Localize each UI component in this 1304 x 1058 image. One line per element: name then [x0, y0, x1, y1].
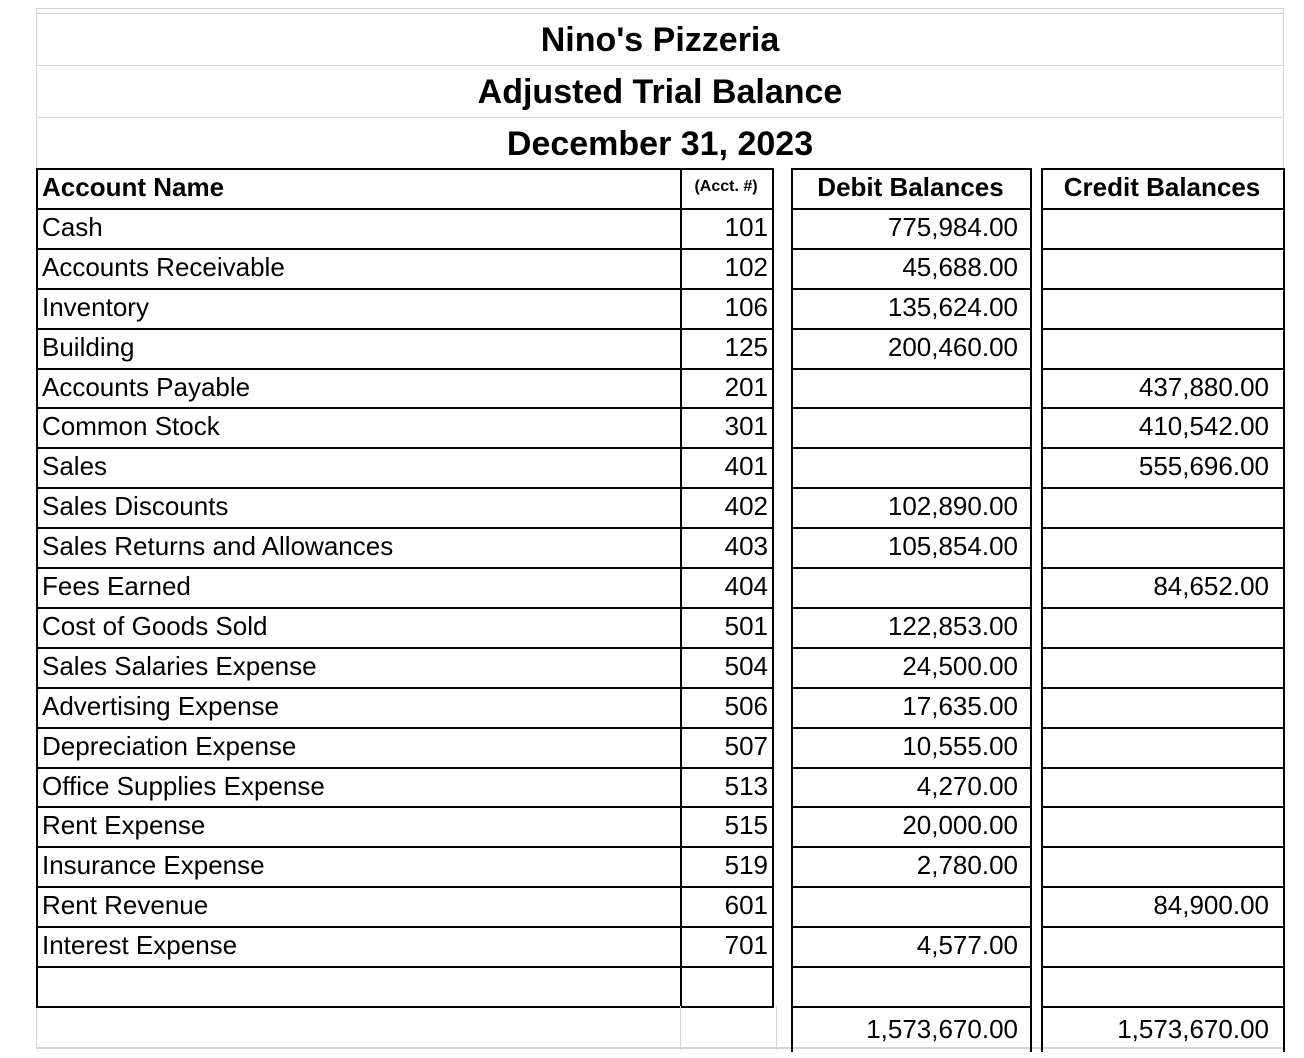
row-rule	[36, 1006, 773, 1008]
header-debit-balances: Debit Balances	[817, 172, 1004, 202]
account-name-cell: Inventory	[42, 291, 149, 322]
credit-balance-cell: 437,880.00	[1138, 371, 1269, 402]
account-number-cell: 201	[724, 371, 768, 402]
row-rule	[791, 487, 1031, 489]
row-rule	[1041, 328, 1284, 330]
row-rule	[36, 168, 773, 170]
credit-balance-cell	[1041, 487, 1273, 527]
credit-balance-cell	[1041, 926, 1273, 966]
account-number-cell: 601	[724, 890, 768, 921]
credit-balance-cell	[1041, 527, 1273, 567]
account-number-cell: 519	[724, 850, 768, 881]
column-rule	[1041, 168, 1043, 1008]
account-number-cell: 506	[724, 690, 768, 721]
account-number-cell: 403	[724, 531, 768, 562]
row-rule	[791, 1006, 1031, 1008]
credit-balance-cell	[1041, 767, 1273, 807]
credit-balance-cell	[1041, 846, 1273, 886]
debit-balance-cell	[791, 368, 1022, 408]
debit-balance-cell: 200,460.00	[887, 331, 1018, 362]
debit-balance-cell: 102,890.00	[887, 491, 1018, 522]
row-rule	[1041, 886, 1284, 888]
account-number-cell: 515	[724, 810, 768, 841]
grid-line	[680, 1006, 681, 1050]
account-number-cell: 402	[724, 491, 768, 522]
grid-line	[776, 1006, 777, 1050]
row-rule	[791, 607, 1031, 609]
column-rule	[1283, 1006, 1285, 1052]
row-rule	[791, 527, 1031, 529]
row-rule	[1041, 966, 1284, 968]
row-rule	[36, 846, 773, 848]
debit-balance-cell: 17,635.00	[902, 690, 1018, 721]
row-rule	[791, 806, 1031, 808]
row-rule	[36, 727, 773, 729]
row-rule	[791, 208, 1031, 210]
account-number-cell: 125	[724, 331, 768, 362]
row-rule	[1041, 288, 1284, 290]
account-name-cell: Sales Returns and Allowances	[42, 531, 394, 562]
row-rule	[791, 407, 1031, 409]
debit-balance-cell: 122,853.00	[887, 610, 1018, 641]
trial-balance-sheet	[36, 8, 1284, 1048]
account-number-cell: 102	[724, 251, 768, 282]
row-rule	[36, 208, 773, 210]
row-rule	[36, 487, 773, 489]
row-rule	[1041, 527, 1284, 529]
report-title: Adjusted Trial Balance	[36, 65, 1284, 117]
row-rule	[36, 607, 773, 609]
account-name-cell: Depreciation Expense	[42, 730, 297, 761]
row-rule	[791, 966, 1031, 968]
account-name-cell: Advertising Expense	[42, 690, 280, 721]
row-rule	[791, 447, 1031, 449]
row-rule	[36, 806, 773, 808]
row-rule	[1041, 567, 1284, 569]
header-account-name: Account Name	[42, 172, 225, 202]
row-rule	[1041, 647, 1284, 649]
account-name-cell: Rent Expense	[42, 810, 206, 841]
row-rule	[36, 926, 773, 928]
account-name-cell: Insurance Expense	[42, 850, 265, 881]
row-rule	[36, 288, 773, 290]
row-rule	[1041, 407, 1284, 409]
credit-balance-cell	[1041, 647, 1273, 687]
account-number-cell: 301	[724, 411, 768, 442]
row-rule	[36, 886, 773, 888]
debit-balance-cell: 4,577.00	[916, 930, 1018, 961]
row-rule	[36, 767, 773, 769]
column-rule	[36, 168, 38, 1008]
row-rule	[36, 567, 773, 569]
row-rule	[791, 368, 1031, 370]
row-rule	[791, 846, 1031, 848]
row-rule	[791, 168, 1031, 170]
credit-balance-cell	[1041, 607, 1273, 647]
account-name-cell: Accounts Receivable	[42, 251, 285, 282]
row-rule	[791, 288, 1031, 290]
debit-balance-cell: 105,854.00	[887, 531, 1018, 562]
credit-balance-cell	[1041, 687, 1273, 727]
credit-balance-cell	[1041, 806, 1273, 846]
account-number-cell: 106	[724, 291, 768, 322]
row-rule	[1041, 806, 1284, 808]
debit-balance-cell: 45,688.00	[902, 251, 1018, 282]
account-name-cell: Sales Discounts	[42, 491, 229, 522]
company-title: Nino's Pizzeria	[36, 13, 1284, 65]
credit-balance-cell	[1041, 288, 1273, 328]
row-rule	[1041, 447, 1284, 449]
row-rule	[36, 248, 773, 250]
row-rule	[1041, 1006, 1284, 1008]
account-number-cell: 513	[724, 770, 768, 801]
account-name-cell: Interest Expense	[42, 930, 238, 961]
row-rule	[1041, 607, 1284, 609]
account-name-cell: Sales Salaries Expense	[42, 650, 317, 681]
account-name-cell: Common Stock	[42, 411, 220, 442]
debit-balance-cell: 10,555.00	[902, 730, 1018, 761]
column-rule	[1030, 168, 1032, 1008]
row-rule	[1041, 687, 1284, 689]
row-rule	[791, 687, 1031, 689]
account-name-cell: Sales	[42, 451, 108, 482]
total-credit: 1,573,670.00	[1117, 1013, 1269, 1044]
total-debit: 1,573,670.00	[866, 1013, 1018, 1044]
row-rule	[1041, 487, 1284, 489]
header-credit-balances: Credit Balances	[1063, 172, 1261, 202]
row-rule	[36, 527, 773, 529]
debit-balance-cell	[791, 407, 1022, 447]
debit-balance-cell: 20,000.00	[902, 810, 1018, 841]
account-number-cell: 504	[724, 650, 768, 681]
column-rule	[1283, 168, 1285, 1008]
credit-balance-cell: 555,696.00	[1138, 451, 1269, 482]
account-name-cell: Cash	[42, 211, 103, 242]
row-rule	[36, 447, 773, 449]
row-rule	[1041, 926, 1284, 928]
credit-balance-cell	[1041, 248, 1273, 288]
debit-balance-cell	[791, 567, 1022, 607]
row-rule	[1041, 248, 1284, 250]
row-rule	[1041, 208, 1284, 210]
row-rule	[791, 926, 1031, 928]
account-number-cell: 507	[724, 730, 768, 761]
row-rule	[791, 248, 1031, 250]
account-number-cell: 501	[724, 610, 768, 641]
row-rule	[36, 966, 773, 968]
debit-balance-cell	[791, 886, 1022, 926]
debit-balance-cell: 4,270.00	[916, 770, 1018, 801]
credit-balance-cell	[1041, 328, 1273, 368]
column-rule	[772, 168, 774, 1008]
row-rule	[791, 647, 1031, 649]
account-number-cell: 701	[724, 930, 768, 961]
credit-balance-cell: 84,652.00	[1153, 571, 1269, 601]
row-rule	[36, 687, 773, 689]
row-rule	[1041, 767, 1284, 769]
column-rule	[1030, 1006, 1032, 1052]
account-number-cell: 101	[724, 211, 768, 242]
debit-balance-cell: 2,780.00	[916, 850, 1018, 881]
debit-balance-cell	[791, 447, 1022, 487]
credit-balance-cell	[1041, 208, 1273, 248]
debit-balance-cell: 24,500.00	[902, 650, 1018, 681]
account-name-cell: Cost of Goods Sold	[42, 610, 268, 641]
row-rule	[36, 368, 773, 370]
credit-balance-cell: 410,542.00	[1138, 411, 1269, 442]
account-name-cell: Rent Revenue	[42, 890, 209, 921]
column-rule	[791, 168, 793, 1008]
row-rule	[791, 328, 1031, 330]
row-rule	[36, 328, 773, 330]
report-date: December 31, 2023	[36, 117, 1284, 169]
account-name-cell: Office Supplies Expense	[42, 770, 325, 801]
row-rule	[791, 767, 1031, 769]
row-rule	[791, 886, 1031, 888]
row-rule	[791, 567, 1031, 569]
row-rule	[1041, 727, 1284, 729]
row-rule	[1041, 368, 1284, 370]
row-rule	[1041, 168, 1284, 170]
row-rule	[791, 727, 1031, 729]
account-number-cell: 401	[724, 451, 768, 482]
account-name-cell: Accounts Payable	[42, 371, 251, 402]
account-name-cell: Building	[42, 331, 135, 362]
debit-balance-cell: 775,984.00	[887, 211, 1018, 242]
credit-balance-cell	[1041, 727, 1273, 767]
credit-balance-cell: 84,900.00	[1153, 890, 1269, 921]
header-acct-number: (Acct. #)	[694, 178, 758, 195]
column-rule	[680, 168, 682, 1008]
row-rule	[36, 647, 773, 649]
row-rule	[36, 407, 773, 409]
account-number-cell: 404	[724, 571, 768, 601]
row-rule	[1041, 846, 1284, 848]
debit-balance-cell: 135,624.00	[887, 291, 1018, 322]
account-name-cell: Fees Earned	[42, 571, 191, 601]
